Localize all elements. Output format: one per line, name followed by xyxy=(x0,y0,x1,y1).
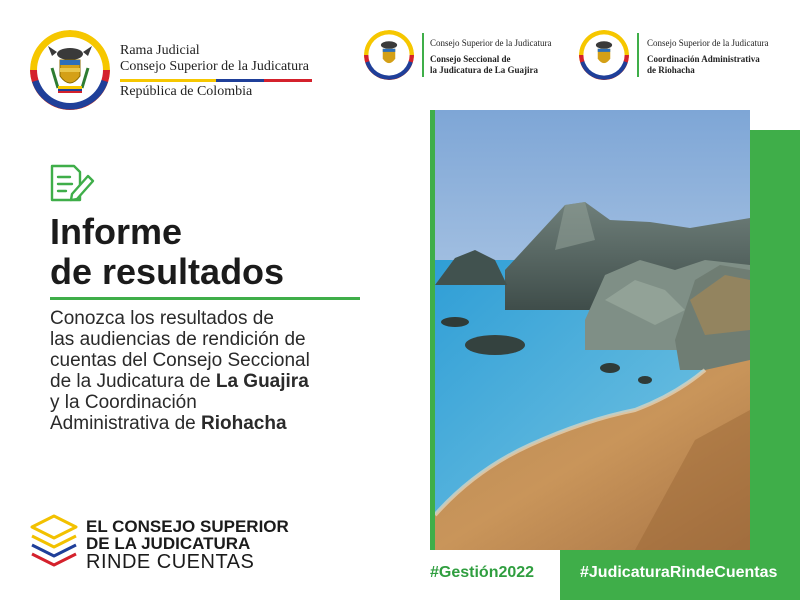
campaign-line-1: EL CONSEJO SUPERIOR xyxy=(86,517,289,536)
description-line xyxy=(50,371,310,392)
seccional-org-name xyxy=(430,38,551,76)
flag-divider xyxy=(120,79,312,82)
colombia-coat-of-arms-logo xyxy=(30,30,110,110)
document-edit-icon xyxy=(50,164,96,202)
coordinacion-sub-line1: Coordinación Administrativa xyxy=(647,54,760,64)
coordinacion-divider xyxy=(637,33,639,77)
coordinacion-sub-line2: de Riohacha xyxy=(647,65,695,75)
description-line: cuentas del Consejo Seccional xyxy=(50,350,310,371)
org-line-consejo: Consejo Superior de la Judicatura xyxy=(120,59,309,74)
highlight-riohacha: Riohacha xyxy=(201,413,287,434)
seccional-sub-line1: Consejo Seccional de xyxy=(430,54,511,64)
description-line xyxy=(50,413,310,434)
description-text-fragment: de la Judicatura de xyxy=(50,371,216,392)
title-underline xyxy=(50,297,360,300)
description-text-fragment: Administrativa de xyxy=(50,413,202,434)
title-line-1: Informe xyxy=(50,211,183,252)
stacked-layers-icon xyxy=(30,514,78,572)
page-title xyxy=(50,212,284,292)
green-accent-panel xyxy=(748,130,800,550)
description-line: Conozca los resultados de xyxy=(50,308,274,329)
coordinacion-seal-logo xyxy=(579,30,629,80)
campaign-logo-text xyxy=(86,518,289,573)
hashtag-gestion: #Gestión2022 xyxy=(430,564,535,581)
seccional-title: Consejo Superior de la Judicatura xyxy=(430,38,552,48)
hashtag-judicatura: #JudicaturaRindeCuentas xyxy=(580,564,778,581)
highlight-la-guajira: La Guajira xyxy=(215,371,309,392)
country-name: República de Colombia xyxy=(120,84,253,99)
campaign-line-3: RINDE CUENTAS xyxy=(86,551,255,573)
main-org-name xyxy=(120,43,309,75)
description-text xyxy=(50,308,310,434)
seccional-sub-line2: la Judicatura de La Guajira xyxy=(430,65,539,75)
campaign-line-2: DE LA JUDICATURA xyxy=(86,534,251,553)
title-line-2: de resultados xyxy=(50,251,285,292)
description-line: y la Coordinación xyxy=(50,392,197,413)
coordinacion-org-name xyxy=(647,38,768,76)
org-line-rama: Rama Judicial xyxy=(120,43,200,58)
coastal-rock-beach-photo xyxy=(430,110,750,550)
seccional-seal-logo xyxy=(364,30,414,80)
seccional-divider xyxy=(422,33,424,77)
coordinacion-title: Consejo Superior de la Judicatura xyxy=(647,38,769,48)
description-line: las audiencias de rendición de xyxy=(50,329,306,350)
